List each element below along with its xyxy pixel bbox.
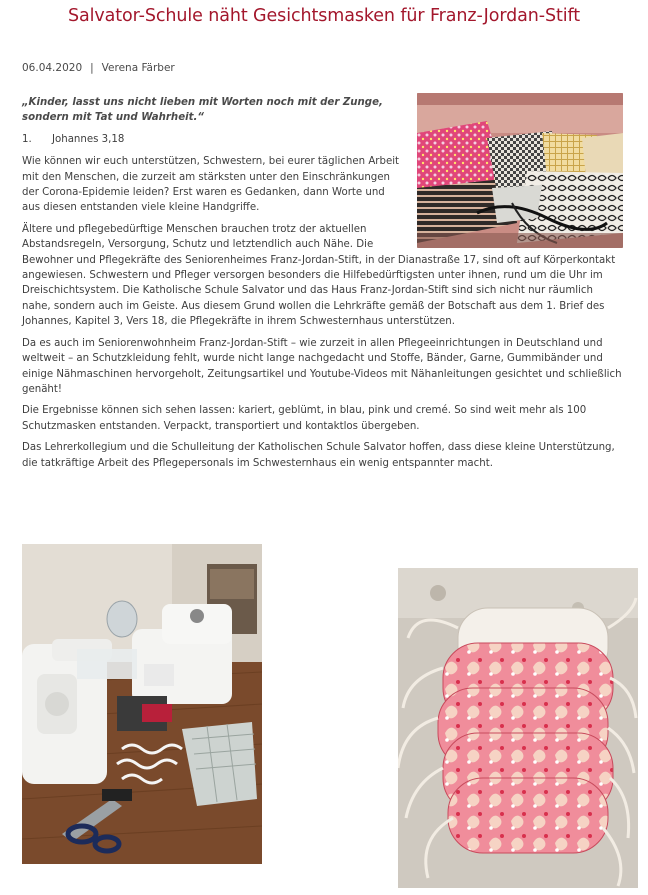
quote-source-number: 1. xyxy=(22,133,32,145)
article-body xyxy=(22,95,622,477)
article-meta xyxy=(22,62,175,74)
article-author: Verena Färber xyxy=(101,62,175,74)
paragraph-5: Das Lehrerkollegium und die Schulleitung der Katholischen Schule Salvator hoffen, dass diese kleine Unterstützung, die tatkräftige Arbeit des Pflegepersonals im Schwesternhaus ein wenig entspannter macht. xyxy=(22,442,615,469)
paragraph-3: Da es auch im Seniorenwohnheim Franz-Jordan-Stift – wie zurzeit in allen Pflegeeinrichtungen in Deutschland und weltweit – an Schutzkleidung fehlt, wurde nicht lange nachgedacht und Stoffe, Bänder, Garne, Gummibänder und einige Nähmaschinen hervorgeholt, Zeitungsartikel und Youtube-Videos mit Nähanleitungen gesichtet und schließlich genäht! xyxy=(22,337,622,395)
meta-separator: | xyxy=(90,62,94,74)
article-date: 06.04.2020 xyxy=(22,62,83,74)
sewing-machines-photo xyxy=(22,544,262,864)
bible-quote: „Kinder, lasst uns nicht lieben mit Worten noch mit der Zunge, sondern mit Tat und Wahrheit.“ xyxy=(22,97,383,124)
paragraph-2: Ältere und pflegebedürftige Menschen brauchen trotz der aktuellen Abstandsregeln, Versorgung, Schutz und letztendlich auch Nähe. Die Bewohner und Pflegekräfte des Seniorenheimes Franz-Jordan-Stift, in der Dianastraße 17, sind oft auf Körperkontakt angewiesen. Schwestern und Pfleger versorgen besonders die Hilfebedürftigsten unter ihnen, rund um die Uhr im Dreischichtsystem. Die Katholische Schule Salvator und das Haus Franz-Jordan-Stift sind sich nicht nur räumlich nahe, sondern auch im Geiste. Aus diesem Grund wollen die Lehrkräfte gemäß der Botschaft aus dem 1. Brief des Johannes, Kapitel 3, Vers 18, die Pflegekräfte in ihrem Schwesternhaus unterstützen. xyxy=(22,223,616,328)
masks-pile-photo xyxy=(417,93,623,248)
paragraph-1: Wie können wir euch unterstützen, Schwestern, bei eurer täglichen Arbeit mit den Menschen, die zurzeit am stärksten unter den Einschränkungen der Corona-Epidemie leiden? Erst waren es Gedanken, dann Worte und aus diesen entstanden viele kleine Handgriffe. xyxy=(22,156,400,214)
quote-source-label: Johannes 3,18 xyxy=(52,133,125,145)
finished-masks-photo xyxy=(398,568,638,888)
article-title: Salvator-Schule näht Gesichtsmasken für Franz-Jordan-Stift xyxy=(67,6,580,26)
paragraph-4: Die Ergebnisse können sich sehen lassen: kariert, geblümt, in blau, pink und cremé. So sind weit mehr als 100 Schutzmasken entstanden. Verpackt, transportiert und kontaktlos übergeben. xyxy=(22,405,587,432)
